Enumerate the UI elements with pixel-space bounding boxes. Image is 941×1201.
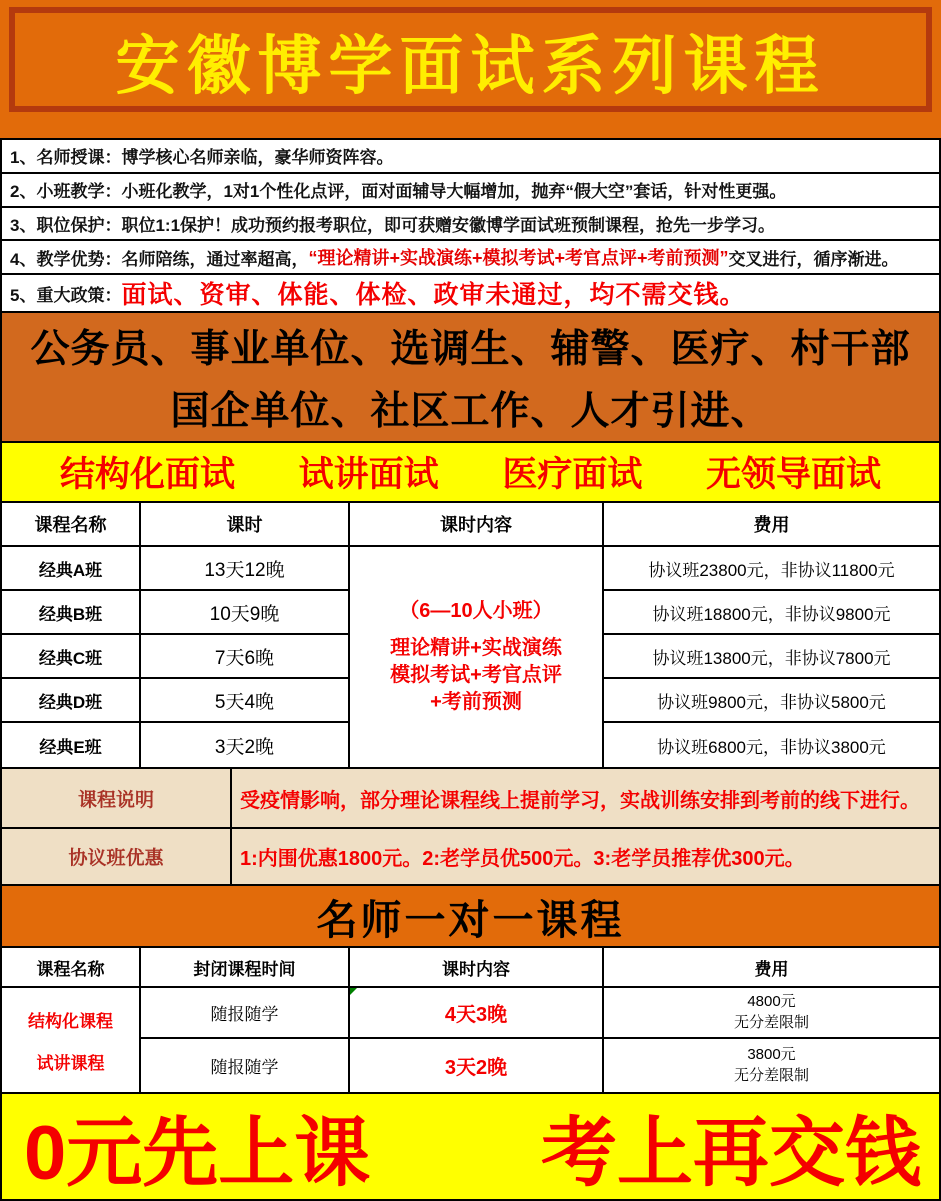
course-type-cell bbox=[2, 988, 141, 1092]
class-name-cell: 经典C班 bbox=[2, 635, 141, 679]
class-name-cell: 经典D班 bbox=[2, 679, 141, 723]
hours-cell: 7天6晚 bbox=[141, 635, 350, 679]
table-header-fee: 费用 bbox=[604, 503, 939, 547]
tag-leaderless-interview: 无领导面试 bbox=[705, 455, 881, 494]
note-label-course-info: 课程说明 bbox=[2, 769, 232, 829]
table2-header-name: 课程名称 bbox=[2, 948, 141, 988]
duration-text: 3天2晚 bbox=[444, 1057, 508, 1079]
feature-row-3 bbox=[2, 208, 939, 242]
note-text-course-info: 受疫情影响，部分理论课程线上提前学习，实战训练安排到考前的线下进行。 bbox=[232, 769, 939, 829]
fee-cell bbox=[604, 1039, 939, 1092]
notes-table bbox=[0, 769, 941, 886]
jobs-line-2: 国企单位、社区工作、人才引进、 bbox=[170, 390, 771, 433]
table-header-hours: 课时 bbox=[141, 503, 350, 547]
hours-cell: 3天2晚 bbox=[141, 723, 350, 767]
course-content-cell bbox=[350, 547, 604, 767]
fee-condition: 无分差限制 bbox=[733, 1013, 809, 1031]
jobs-line-1: 公务员、事业单位、选调生、辅警、医疗、村干部 bbox=[30, 328, 911, 371]
header-banner bbox=[0, 0, 941, 138]
feature-row-4 bbox=[2, 241, 939, 275]
hours-cell: 10天9晚 bbox=[141, 591, 350, 635]
policy-highlight: 面试、资审、体能、体检、政审未通过，均不需交钱。 bbox=[121, 280, 746, 309]
feature-row-1 bbox=[2, 140, 939, 174]
class-name-cell: 经典B班 bbox=[2, 591, 141, 635]
course-title: 安徽博学面试系列课程 bbox=[115, 29, 826, 104]
feature-text: 3、职位保护：职位1:1保护！成功预约报考职位，即可获赠安徽博学面试班预制课程，抢先一步学习。 bbox=[10, 215, 776, 235]
footer-slogan-right: 考上再交钱 bbox=[541, 1111, 921, 1196]
content-line: 理论精讲+实战演练 bbox=[390, 637, 562, 659]
class-name-cell: 经典E班 bbox=[2, 723, 141, 767]
duration-cell bbox=[350, 988, 604, 1039]
feature-list bbox=[0, 138, 941, 313]
feature-row-2 bbox=[2, 174, 939, 208]
one-on-one-title: 名师一对一课程 bbox=[316, 896, 625, 943]
hours-cell: 5天4晚 bbox=[141, 679, 350, 723]
fee-amount: 4800元 bbox=[747, 993, 796, 1011]
content-line: （6—10人小班） bbox=[399, 600, 553, 622]
duration-text: 4天3晚 bbox=[444, 1004, 508, 1026]
duration-cell bbox=[350, 1039, 604, 1092]
feature-text: 5、重大政策： bbox=[10, 285, 122, 305]
course-type-lecture: 试讲课程 bbox=[36, 1053, 105, 1073]
hours-cell: 13天12晚 bbox=[141, 547, 350, 591]
one-on-one-table bbox=[0, 948, 941, 1094]
note-text-discount: 1:内围优惠1800元。2:老学员优500元。3:老学员推荐优300元。 bbox=[240, 848, 805, 870]
table-header-content: 课时内容 bbox=[350, 503, 604, 547]
course-type-structured: 结构化课程 bbox=[28, 1011, 113, 1031]
enroll-time-cell: 随报随学 bbox=[141, 988, 350, 1039]
fee-cell: 协议班13800元，非协议7800元 bbox=[604, 635, 939, 679]
tag-structured-interview: 结构化面试 bbox=[60, 455, 236, 494]
feature-row-5 bbox=[2, 275, 939, 313]
feature-highlight: “理论精讲+实战演练+模拟考试+考官点评+考前预测” bbox=[308, 248, 729, 269]
table2-header-time: 封闭课程时间 bbox=[141, 948, 350, 988]
jobs-banner bbox=[0, 313, 941, 443]
one-on-one-banner bbox=[0, 886, 941, 948]
feature-text: 4、教学优势：名师陪练，通过率超高， bbox=[10, 249, 309, 269]
table2-header-fee: 费用 bbox=[604, 948, 939, 988]
course-table bbox=[0, 503, 941, 769]
content-line: 模拟考试+考官点评 bbox=[390, 664, 562, 686]
enroll-time-cell: 随报随学 bbox=[141, 1039, 350, 1092]
note-label-discount: 协议班优惠 bbox=[2, 829, 232, 884]
fee-cell: 协议班6800元，非协议3800元 bbox=[657, 737, 886, 757]
tag-medical-interview: 医疗面试 bbox=[502, 455, 643, 494]
feature-text: 交叉进行，循序渐进。 bbox=[728, 249, 899, 269]
fee-cell: 协议班18800元，非协议9800元 bbox=[604, 591, 939, 635]
feature-text: 1、名师授课：博学核心名师亲临，豪华师资阵容。 bbox=[10, 148, 394, 168]
fee-condition: 无分差限制 bbox=[733, 1066, 809, 1084]
class-name-cell: 经典A班 bbox=[2, 547, 141, 591]
footer-banner bbox=[0, 1094, 941, 1201]
tag-lecture-interview: 试讲面试 bbox=[298, 455, 439, 494]
footer-slogan-left: 0元先上课 bbox=[24, 1111, 371, 1196]
content-line: +考前预测 bbox=[430, 691, 522, 713]
fee-cell: 协议班9800元，非协议5800元 bbox=[604, 679, 939, 723]
tags-bar bbox=[0, 443, 941, 503]
fee-cell bbox=[604, 988, 939, 1039]
table2-header-content: 课时内容 bbox=[350, 948, 604, 988]
table-header-name: 课程名称 bbox=[2, 503, 141, 547]
comment-indicator-icon bbox=[350, 988, 357, 995]
fee-amount: 3800元 bbox=[747, 1046, 796, 1064]
feature-text: 2、小班教学：小班化教学，1对1个性化点评，面对面辅导大幅增加，抛弃“假大空”套话，针对性更强。 bbox=[10, 182, 787, 202]
fee-cell: 协议班23800元，非协议11800元 bbox=[604, 547, 939, 591]
